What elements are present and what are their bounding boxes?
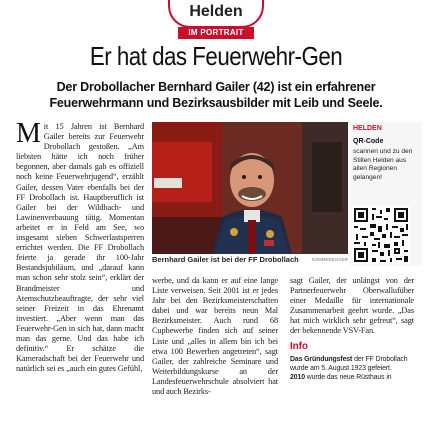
article-title: Er hat das Feuerwehr-Gen	[89, 41, 343, 71]
article-column-1	[16, 118, 144, 374]
qr-description: scannen und zu den Stillen Helden aus allen Regionen gelangen!	[353, 148, 413, 181]
article-column-3	[290, 276, 414, 382]
info-paragraph-2	[290, 373, 414, 382]
qr-code-icon[interactable]	[352, 206, 410, 264]
info-1-text: der FF Drobollach wurde am 5. August 1923 gefeiert.	[290, 355, 408, 372]
sidebar-title: HELDEN	[353, 125, 382, 132]
badge-sub-label: IM PORTRAIT	[178, 27, 254, 39]
photo-caption	[152, 254, 348, 266]
qr-heading: QR-Code	[353, 138, 384, 145]
caption-text: Bernhard Gailer ist bei der FF Drobollach	[152, 255, 299, 264]
firefighter-photo-illustration	[152, 122, 348, 254]
helden-sidebar	[350, 122, 422, 266]
article-lead	[20, 79, 412, 111]
section-badge	[168, 0, 264, 40]
info-1-bold: Das Gründungsfest	[290, 355, 353, 363]
lead-line-1: Der Drobollacher Bernhard Gailer (42) ist ein erfahrener	[56, 80, 376, 94]
column-1-text: it 15 Jahren ist Bernhard Gailer bereits zur Feuerwehr Drobollach gestoßen. „Am liebsten hätte ich noch früher begonnen, aber damals gab es offiziell noch keine Feuerwehrjugend“, erzählt Gailer, dessen Vater ebenfalls bei der FF Drobollach ist. Hauptberuflich ist Gailer bei der Wildbach- und Lawinenverbauung tätig. Momentan arbeitet er in Feld am See, wo insgesamt sieben Schwerlastsperren errichtet werden. Die FF Drobollach feierte ja gerade ihr 100-Jahr Bestandsjubiläum, und „darauf kann man schon sehr stolz sein“, erklärt der Brandmeister und Atemschutzbeauftragte, der sehr viel seiner Freizeit in das Ehrenamt investiert. „Aber wenn man das Feuerwehr-Gen in sich hat, dann macht man das gerne. Und das habe ich definitiv.“ Er schätze die Kameradschaft bei der Feuerwehr und natürlich sei es „auch ein gutes Gefühl,	[16, 122, 144, 374]
lead-line-2: Feuerwehrmann und Bezirksausbilder mit Leib und Seele.	[49, 96, 383, 110]
article-column-2	[152, 276, 278, 397]
info-paragraph-1	[290, 355, 414, 374]
info-2-bold: 2010	[290, 374, 305, 382]
drop-cap: M	[16, 118, 41, 149]
photo-credit: SOMMEREGGER	[311, 257, 348, 262]
info-2-text: wurde das neue Rüsthaus in	[304, 374, 392, 382]
column-2-text: werbe, und da kann er auf eine lange Liste verweisen. Seit 2001 ist er jedes Jahr bei den Bezirksmeisterschaften dabei und war bereits neun Mal Bezirksmeister. Auch rund 68 Cupbewerbe finden sich auf seiner Liste und „alles in allem bin ich bei etwa 100 Bewerben angetreten“, sagt Gailer, der zahlreiche Seminare und Weiterbildungskurse an der Landesfeuerwehrschule absolviert hat und auch Bezirks-	[152, 276, 278, 397]
info-heading: Info	[290, 340, 308, 352]
column-3-text: sagt Gailer, der unlängst von der Partnerfeuerwehr Oberwallufüber einer Medaille für internationale Zusammenarbeit geehrt wurde. „Das hat mich wirklich sehr gefreut“, sagt der bekennende VSV-Fan.	[290, 276, 414, 336]
badge-label: Helden	[168, 0, 264, 28]
portrait-photo	[152, 122, 348, 254]
